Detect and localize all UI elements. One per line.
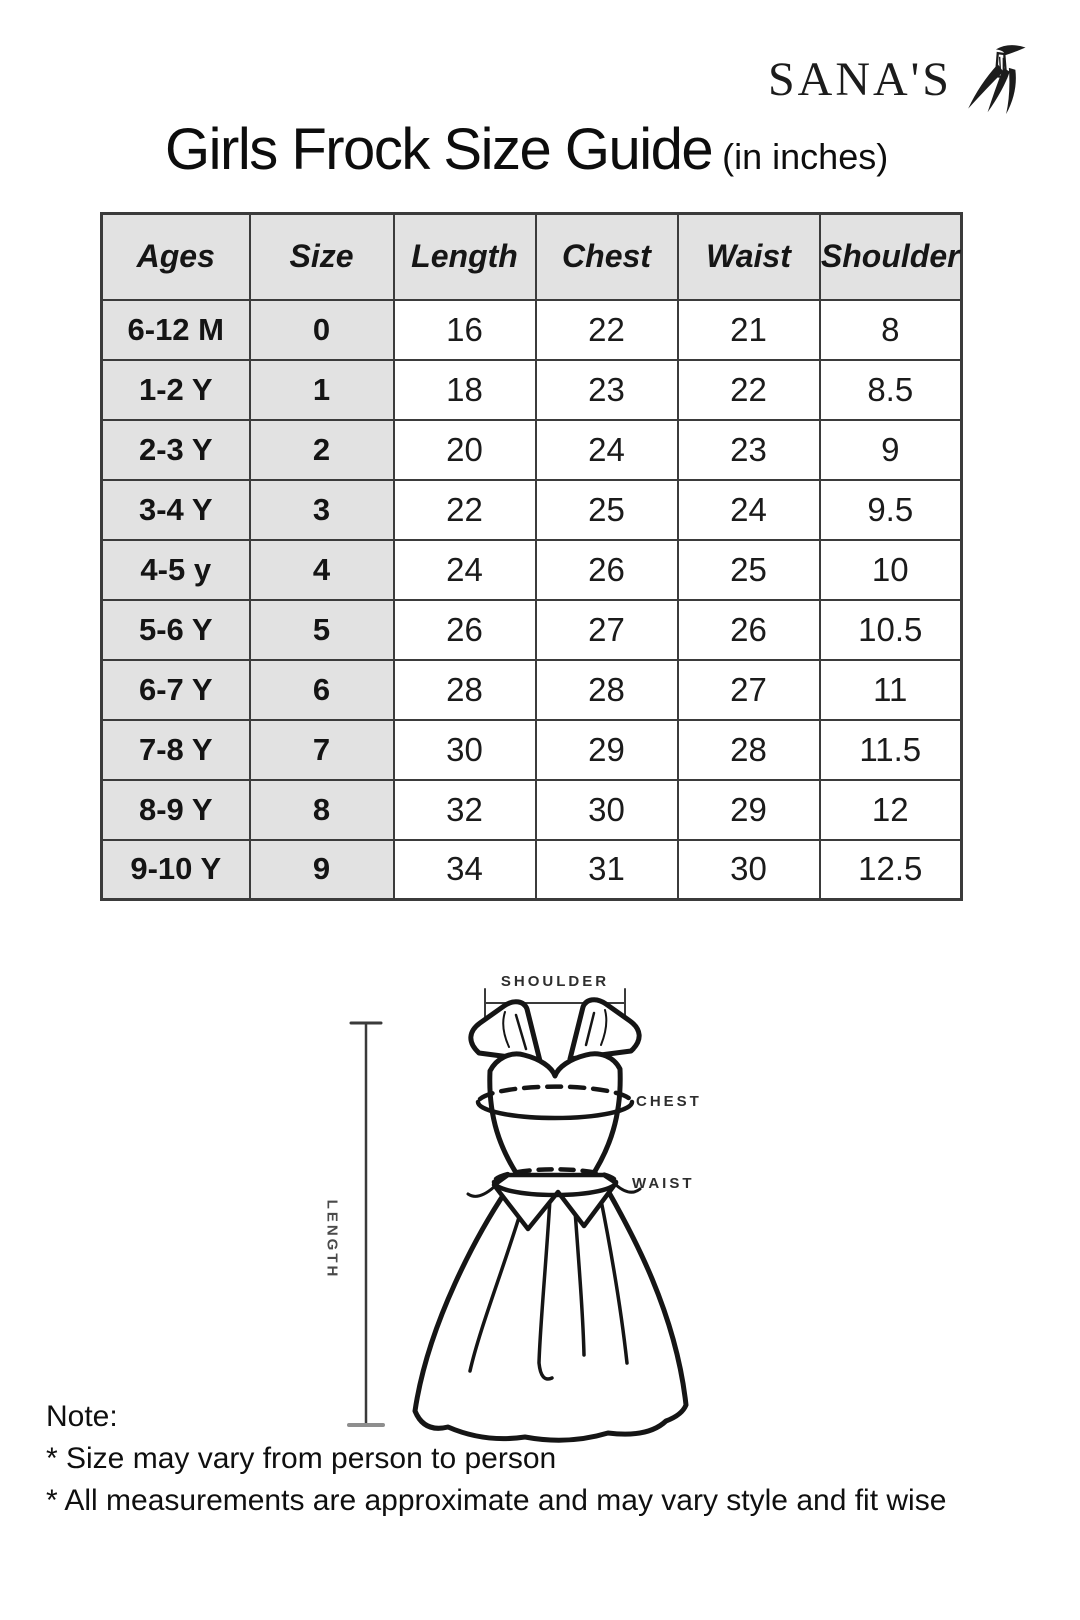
brand-name: SANA'S [767,52,952,106]
cell-chest: 31 [536,840,678,900]
cell-shoulder: 12.5 [820,840,962,900]
cell-chest: 26 [536,540,678,600]
chest-label: CHEST [636,1093,702,1110]
table-row [102,600,962,660]
cell-size: 0 [250,300,394,360]
notes-section [46,1396,946,1522]
cell-waist: 30 [678,840,820,900]
waist-label: WAIST [632,1175,695,1192]
cell-chest: 22 [536,300,678,360]
cell-waist: 23 [678,420,820,480]
measurement-diagram [320,935,730,1455]
cell-waist: 28 [678,720,820,780]
notes-heading: Note: [46,1400,118,1433]
cell-waist: 27 [678,660,820,720]
cell-ages: 6-7 Y [102,660,250,720]
column-header-chest: Chest [536,214,678,300]
cell-size: 8 [250,780,394,840]
cell-shoulder: 8 [820,300,962,360]
cell-shoulder: 9.5 [820,480,962,540]
cell-waist: 22 [678,360,820,420]
cell-size: 9 [250,840,394,900]
column-header-size: Size [250,214,394,300]
cell-shoulder: 9 [820,420,962,480]
cell-ages: 2-3 Y [102,420,250,480]
cell-chest: 27 [536,600,678,660]
cell-waist: 24 [678,480,820,540]
cell-waist: 25 [678,540,820,600]
page-title-text: Girls Frock Size Guide [165,117,713,182]
cell-ages: 9-10 Y [102,840,250,900]
cell-size: 7 [250,720,394,780]
column-header-waist: Waist [678,214,820,300]
note-item: * Size may vary from person to person [46,1442,557,1475]
cell-size: 2 [250,420,394,480]
table-row [102,840,962,900]
cell-shoulder: 10.5 [820,600,962,660]
cell-length: 26 [394,600,536,660]
cell-length: 22 [394,480,536,540]
cell-length: 24 [394,540,536,600]
cell-size: 5 [250,600,394,660]
note-item: * All measurements are approximate and may vary style and fit wise [46,1484,947,1517]
cell-length: 16 [394,300,536,360]
cell-length: 20 [394,420,536,480]
cell-ages: 3-4 Y [102,480,250,540]
column-header-ages: Ages [102,214,250,300]
table-row [102,660,962,720]
table-row [102,300,962,360]
table-row [102,720,962,780]
table-row [102,480,962,540]
cell-ages: 6-12 M [102,300,250,360]
page-title-unit: (in inches) [722,136,889,177]
column-header-shoulder: Shoulder [820,214,962,300]
cell-waist: 29 [678,780,820,840]
cell-size: 4 [250,540,394,600]
cell-ages: 7-8 Y [102,720,250,780]
table-row [102,780,962,840]
brand-logo [768,42,1028,116]
cell-ages: 5-6 Y [102,600,250,660]
dress-ribbon-icon [962,42,1028,116]
cell-chest: 24 [536,420,678,480]
shoulder-label: SHOULDER [500,973,610,990]
cell-shoulder: 8.5 [820,360,962,420]
cell-chest: 28 [536,660,678,720]
cell-shoulder: 12 [820,780,962,840]
length-label: LENGTH [323,1199,341,1280]
table-row [102,360,962,420]
table-header-row [102,214,962,300]
cell-size: 1 [250,360,394,420]
cell-waist: 21 [678,300,820,360]
cell-chest: 30 [536,780,678,840]
cell-shoulder: 11 [820,660,962,720]
cell-chest: 29 [536,720,678,780]
cell-ages: 4-5 y [102,540,250,600]
dress-sketch [320,935,730,1455]
cell-size: 3 [250,480,394,540]
cell-waist: 26 [678,600,820,660]
cell-shoulder: 10 [820,540,962,600]
cell-length: 34 [394,840,536,900]
cell-length: 18 [394,360,536,420]
size-guide-table [100,212,963,901]
table-row [102,420,962,480]
column-header-length: Length [394,214,536,300]
cell-length: 30 [394,720,536,780]
cell-chest: 23 [536,360,678,420]
cell-size: 6 [250,660,394,720]
cell-chest: 25 [536,480,678,540]
cell-ages: 1-2 Y [102,360,250,420]
page-title [165,116,888,183]
cell-ages: 8-9 Y [102,780,250,840]
table-row [102,540,962,600]
cell-length: 28 [394,660,536,720]
cell-length: 32 [394,780,536,840]
cell-shoulder: 11.5 [820,720,962,780]
